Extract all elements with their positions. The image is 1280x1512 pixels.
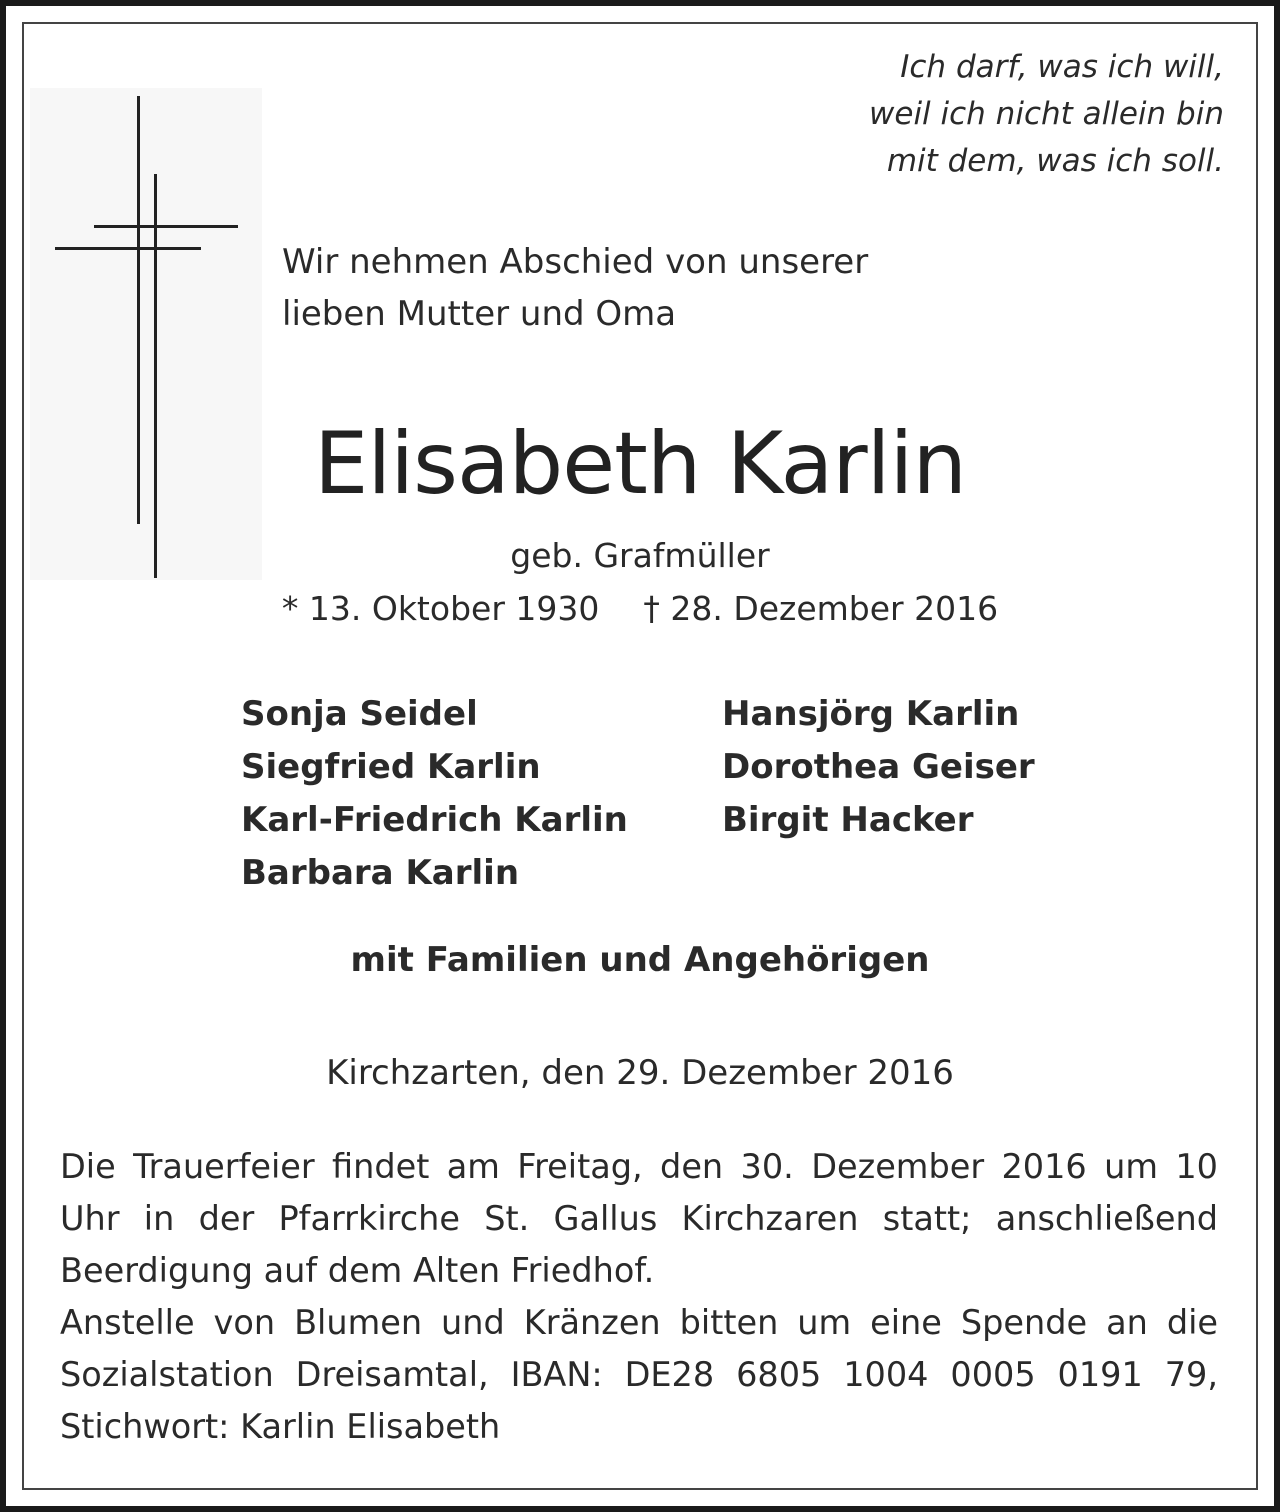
cross-front-vertical — [154, 174, 157, 578]
deceased-name: Elisabeth Karlin — [314, 414, 966, 514]
life-dates — [0, 586, 1280, 632]
place-and-date: Kirchzarten, den 29. Dezember 2016 — [326, 1053, 954, 1093]
mourner-name: Barbara Karlin — [241, 853, 520, 893]
families-line: mit Familien und Angehörigen — [350, 940, 930, 980]
cross-back-horizontal — [94, 225, 238, 228]
mourner-name: Birgit Hacker — [722, 800, 974, 840]
intro-text — [282, 236, 868, 340]
mourners-left-column — [241, 688, 628, 900]
birth-date: * 13. Oktober 1930 — [281, 589, 600, 628]
cross-front-horizontal — [55, 247, 201, 250]
mourner-name: Siegfried Karlin — [241, 747, 541, 787]
funeral-details — [60, 1141, 1218, 1453]
motto-line: Ich darf, was ich will, — [900, 49, 1224, 85]
mourner-name: Dorothea Geiser — [722, 747, 1035, 787]
intro-line: Wir nehmen Abschied von unserer — [282, 242, 869, 282]
maiden-name: geb. Grafmüller — [510, 536, 770, 575]
motto-line: mit dem, was ich soll. — [886, 143, 1224, 179]
death-date: † 28. Dezember 2016 — [643, 589, 999, 628]
mourner-name: Hansjörg Karlin — [722, 694, 1020, 734]
motto-quote — [869, 44, 1224, 185]
donation-info: Anstelle von Blumen und Kränzen bitten um eine Spende an die Sozialstation Dreisamtal, IBAN: DE28 6805 1004 0005 0191 79, Stichwort: Karlin Elisabeth — [60, 1303, 1218, 1446]
mourners-right-column — [722, 688, 1035, 847]
motto-line: weil ich nicht allein bin — [869, 96, 1224, 132]
mourner-name: Sonja Seidel — [241, 694, 478, 734]
ceremony-info: Die Trauerfeier findet am Freitag, den 30. Dezember 2016 um 10 Uhr in der Pfarrkirche St. Gallus Kirchzaren statt; anschließend Beerdigung auf dem Alten Friedhof. — [60, 1147, 1218, 1290]
mourner-name: Karl-Friedrich Karlin — [241, 800, 628, 840]
intro-line: lieben Mutter und Oma — [282, 294, 677, 334]
